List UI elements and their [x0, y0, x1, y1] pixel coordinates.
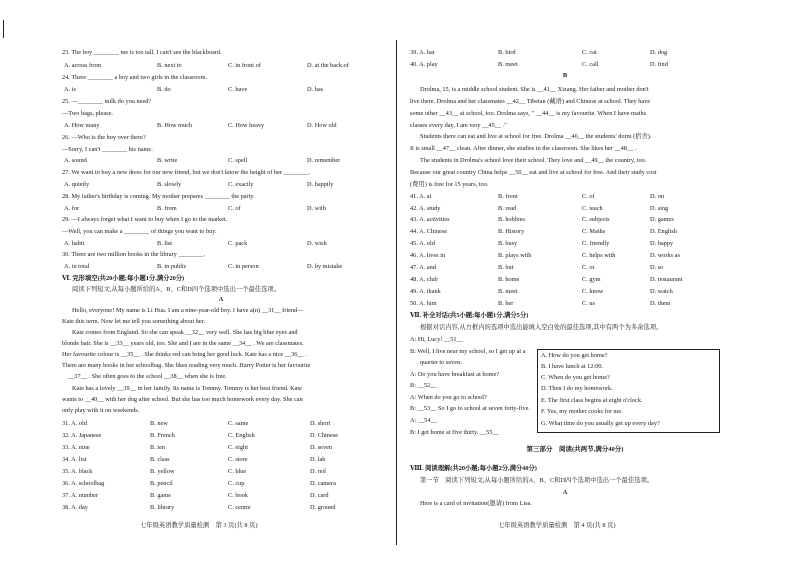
cloze-option: C. cat — [582, 49, 597, 56]
cloze-option: B. library — [150, 504, 175, 511]
cloze-option: C. of — [582, 193, 595, 200]
q29-option: C. pack — [228, 240, 248, 247]
q25-reply: —Two bags, please. — [62, 110, 113, 117]
q30-option: A. in total — [64, 263, 90, 270]
cloze-option: D. so — [650, 264, 664, 271]
passage-line: Hello, everyone! My name is Li Hua. I am a nine-year-old boy. I have a(n) __31__ friend— — [72, 307, 304, 314]
cloze-option: B. yellow — [150, 468, 175, 475]
passage-line: Kate comes from England. So she can speak __32__ very well. She has big blue eyes and — [72, 329, 298, 336]
cloze-option: D. works as — [650, 252, 680, 259]
q24-option: A. is — [64, 86, 76, 93]
cloze-option: B. new — [150, 420, 168, 427]
section-instruction: 第一节 阅读下列短文,从每小题所给的A、B、C和D四个选项中选出一个最佳选项。 — [420, 477, 654, 484]
q27-option: C. exactly — [228, 181, 254, 188]
cloze-option: C. book — [228, 492, 248, 499]
q23-option: C. in front of — [228, 62, 261, 69]
dialogue-line: quarter to seven. — [420, 359, 462, 366]
dialogue-line: B: Well, I live near my school, so I get up at a — [410, 348, 526, 355]
q29-stem: 29. —I always forget what I want to buy when I go to the market. — [62, 216, 228, 223]
cloze-option: C. teach — [582, 205, 603, 212]
passage-line: only play with it on weekends. — [62, 407, 140, 414]
cloze-option: D. games — [650, 216, 674, 223]
box-option: G. What time do you usually get up every day? — [541, 420, 660, 427]
q26-option: C. spell — [228, 157, 248, 164]
cloze-option: 37. A. number — [62, 492, 99, 499]
cloze-option: B. read — [498, 205, 517, 212]
q25-option: A. How many — [64, 122, 100, 129]
passage-line: Because our great country China helps __50__ eat and live at school for free. And their study cost — [410, 169, 657, 176]
passage-line: It is small __47__ clean. After dinner, she studies in the classroom. She likes her __48__ . — [410, 145, 637, 152]
cloze-option: B. pencil — [150, 480, 173, 487]
q23-stem: 23. The boy ________ me is too tall. I can't see the blackboard. — [62, 49, 222, 56]
cloze-option: 35. A. black — [62, 468, 93, 475]
cloze-option: C. same — [228, 420, 249, 427]
cloze-option: D. English — [650, 228, 677, 235]
q28-stem: 28. My father's birthday is coming. My mother prepares ________ the party. — [62, 193, 255, 200]
cloze-option: 45. A. old — [410, 240, 435, 247]
q24-option: C. have — [228, 86, 248, 93]
cloze-option: D. watch — [650, 288, 673, 295]
box-option: C. When do you get home? — [541, 374, 610, 381]
cloze-option: 47. A. and — [410, 264, 436, 271]
cloze-option: B. busy — [498, 240, 518, 247]
box-option: E. The first class begins at eight o'clock. — [541, 397, 643, 404]
q25-stem: 25. —________ milk do you need? — [62, 98, 152, 105]
cloze-option: B. bird — [498, 49, 516, 56]
q30-stem: 30. There are two million books in the library ________. — [62, 251, 206, 258]
cloze-option: 31. A. old — [62, 420, 87, 427]
section-instruction: 根据对话内容,从方框内的选项中选出能填入空白处的最佳选项,其中有两个为多余选项。 — [420, 324, 663, 331]
passage-line: live there. Drolma and her classmates __42__ Tibetan (藏语) and Chinese at school. They have — [410, 98, 651, 105]
cloze-option: 48. A. club — [410, 276, 438, 283]
q29-option: B. list — [157, 240, 173, 247]
q26-option: B. write — [157, 157, 178, 164]
q27-option: B. slowly — [157, 181, 182, 188]
cloze-option: D. card — [310, 492, 329, 499]
q27-option: A. quietly — [64, 181, 90, 188]
cloze-option: C. cup — [228, 480, 245, 487]
cloze-option: 36. A. schoolbag — [62, 480, 105, 487]
dialogue-line: B: __53__ So I go to school at seven forty-five. — [410, 405, 530, 412]
q26-reply: —Sorry, I can't ________ his name. — [62, 146, 153, 153]
cloze-option: C. gym — [582, 276, 601, 283]
cloze-option: B. class — [150, 456, 170, 463]
cloze-option: 49. A. thank — [410, 288, 441, 295]
q23-option: D. at the back of — [307, 62, 349, 69]
cloze-option: D. ground — [310, 504, 336, 511]
cloze-option: 43. A. activities — [410, 216, 450, 223]
passage-line: Drolma, 15, is a middle school student. She is __41__ Xizang. Her father and mother don't — [420, 86, 649, 93]
cloze-option: B. French — [150, 432, 175, 439]
passage-line: Kate this term. Now let me tell you something about her. — [62, 318, 206, 325]
page-divider — [396, 40, 397, 545]
cloze-option: C. store — [228, 456, 248, 463]
passage-label: A — [562, 489, 568, 496]
q26-option: D. remember — [307, 157, 341, 164]
passage-line: The students in Drolma's school love their school. They love and __49__ the country, too. — [420, 157, 647, 164]
box-option: D. Then I do my homework. — [541, 385, 613, 392]
dialogue-line: A: When do you go to school? — [410, 394, 487, 401]
dialogue-line: A: Do you have breakfast at home? — [410, 371, 500, 378]
cloze-option: C. know — [582, 288, 604, 295]
dialogue-options-box — [537, 349, 720, 433]
q28-option: D. with — [307, 205, 326, 212]
cloze-option: B. plays with — [498, 252, 532, 259]
cloze-option: C. centre — [228, 504, 251, 511]
cloze-option: 41. A. at — [410, 193, 432, 200]
cloze-option: D. sing — [650, 205, 669, 212]
part-heading: 第三部分 阅读(共两节,满分40分) — [526, 446, 624, 453]
page-footer: 七年级英语教学质量检测 第 3 页(共 8 页) — [140, 522, 258, 529]
cloze-option: 50. A. him — [410, 300, 437, 307]
cloze-option: C. eight — [228, 444, 248, 451]
cloze-option: D. find — [650, 61, 668, 68]
cloze-option: D. them — [650, 300, 671, 307]
cloze-option: C. blue — [228, 468, 247, 475]
cloze-option: B. but — [498, 264, 514, 271]
passage-line: wants to __40__ with her dog after school. But she has too much homework every day. She can — [62, 396, 303, 403]
q26-option: A. sound — [64, 157, 87, 164]
cloze-option: C. friendly — [582, 240, 610, 247]
q28-option: C. of — [228, 205, 241, 212]
cloze-option: B. meet — [498, 288, 518, 295]
page-edge-mark — [3, 20, 4, 38]
q23-option: A. across from — [64, 62, 102, 69]
cloze-option: D. on — [650, 193, 664, 200]
section-instruction: 阅读下列短文,从每小题所给的A、B、C和D四个选项中选出一个最佳选项。 — [72, 286, 280, 293]
page-footer: 七年级英语教学质量检测 第 4 页(共 8 页) — [498, 522, 616, 529]
passage-line: Her favourite colour is __35__ . She thinks red can bring her good luck. Kate has a nice __36__ . — [62, 351, 307, 358]
cloze-option: D. seven — [310, 444, 333, 451]
cloze-option: B. from — [498, 193, 518, 200]
cloze-option: C. Maths — [582, 228, 606, 235]
cloze-option: D. red — [310, 468, 326, 475]
section-heading: Ⅷ. 阅读理解(共20小题;每小题2分,满分40分) — [410, 465, 537, 472]
passage-line: some other __43__ at school, too. Drolma says, " __44__ is my favourite. When I have maths — [410, 110, 647, 117]
q25-option: C. How heavy — [228, 122, 265, 129]
box-option: F. Yes, my mother cooks for me. — [541, 408, 623, 415]
cloze-option: B. hobbies — [498, 216, 525, 223]
q27-stem: 27. We want to buy a new dress for our new friend, but we don't know the height of her ________. — [62, 169, 311, 176]
cloze-option: B. home — [498, 276, 520, 283]
cloze-option: C. subjects — [582, 216, 610, 223]
q28-option: B. from — [157, 205, 177, 212]
box-option: A. How do you get home? — [541, 352, 608, 359]
passage-label: B — [562, 72, 568, 79]
q24-option: B. do — [157, 86, 171, 93]
passage-line: classes every day, I am very __45__ ." — [410, 122, 507, 129]
cloze-option: 40. A. play — [410, 61, 438, 68]
q26-stem: 26. —Who is the boy over there? — [62, 134, 146, 141]
q30-option: D. by mistake — [307, 263, 343, 270]
cloze-option: C. or — [582, 264, 595, 271]
cloze-option: C. call — [582, 61, 599, 68]
dialogue-line: A: __54__ — [410, 417, 437, 424]
cloze-option: D. lab — [310, 456, 326, 463]
cloze-option: 33. A. nine — [62, 444, 90, 451]
cloze-option: D. dog — [650, 49, 668, 56]
passage-line: Kate has a lovely __39__ in her family. Its name is Tommy. Tommy is her best friend. Kate — [72, 385, 302, 392]
cloze-option: 44. A. Chinese — [410, 228, 448, 235]
cloze-option: C. English — [228, 432, 255, 439]
q30-option: C. in person — [228, 263, 259, 270]
q29-reply: —Well, you can make a ________ of things you want to buy. — [62, 228, 217, 235]
cloze-option: B. History — [498, 228, 525, 235]
cloze-option: 34. A. list — [62, 456, 87, 463]
cloze-option: 39. A. hat — [410, 49, 435, 56]
q28-option: A. for — [64, 205, 80, 212]
section-heading: Ⅵ. 完形填空(共20小题;每小题1分,满分20分) — [62, 275, 185, 282]
q24-option: D. has — [307, 86, 324, 93]
cloze-option: D. happy — [650, 240, 674, 247]
passage-line: blonde hair. She is __33__ years old, too. She and I are in the same __34__ . We are classmates. — [62, 340, 304, 347]
passage-label: A — [218, 296, 224, 303]
cloze-option: B. game — [150, 492, 171, 499]
box-option: B. I have lunch at 12:00. — [541, 363, 604, 370]
cloze-option: 38. A. day — [62, 504, 88, 511]
passage-line: Here is a card of invitation(邀请) from Lisa. — [420, 500, 532, 507]
cloze-option: B. her — [498, 300, 514, 307]
q24-stem: 24. There ________ a boy and two girls in the classroom. — [62, 74, 208, 81]
cloze-option: 32. A. Japanese — [62, 432, 102, 439]
q27-option: D. happily — [307, 181, 334, 188]
cloze-option: 42. A. study — [410, 205, 441, 212]
cloze-option: C. us — [582, 300, 595, 307]
dialogue-line: B: __52__ — [410, 382, 437, 389]
q29-option: D. wish — [307, 240, 327, 247]
cloze-option: B. meet — [498, 61, 518, 68]
section-heading: Ⅶ. 补全对话(共5小题;每小题1分,满分5分) — [410, 312, 529, 319]
cloze-option: D. Chinese — [310, 432, 338, 439]
cloze-option: B. ten — [150, 444, 166, 451]
q23-option: B. next to — [157, 62, 182, 69]
dialogue-line: A: Hi, Lucy! __51__ — [410, 336, 463, 343]
cloze-option: C. helps with — [582, 252, 616, 259]
q25-option: B. How much — [157, 122, 193, 129]
cloze-option: D. restaurant — [650, 276, 683, 283]
q29-option: A. habit — [64, 240, 85, 247]
q25-option: D. How old — [307, 122, 337, 129]
passage-line: Students there can eat and live at school for free. Drolma __46__ the students' dorm (宿舍). — [420, 133, 652, 140]
passage-line: (费用) is free for 15 years, too. — [410, 181, 489, 188]
q30-option: B. in public — [157, 263, 187, 270]
cloze-option: D. camera — [310, 480, 336, 487]
dialogue-line: B: I get home at five thirty. __55__ — [410, 429, 499, 436]
cloze-option: D. short — [310, 420, 331, 427]
cloze-option: 46. A. lives in — [410, 252, 446, 259]
passage-line: There are many books in her schoolbag. She likes reading very much. Harry Potter is her favourite — [62, 362, 311, 369]
passage-line: __37__ . She often goes to the school __38__ when she is free. — [68, 373, 227, 380]
